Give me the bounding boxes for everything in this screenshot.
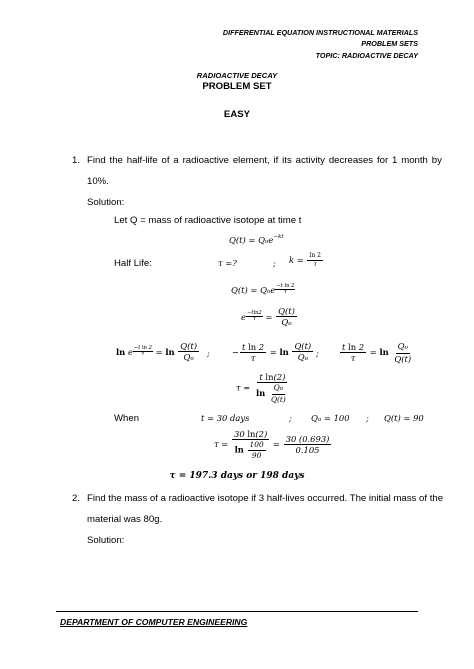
problem-2-number: 2. xyxy=(72,493,81,504)
problem-1-number: 1. xyxy=(72,155,81,166)
doc-title: PROBLEM SET xyxy=(202,81,272,92)
problem-1-answer: τ = 197.3 days or 198 days xyxy=(169,471,305,481)
equation-decay-law: Q(t) = Qoe$^{-kt}$ xyxy=(229,234,284,245)
let-statement: Let Q = mass of radioactive isotope at time t xyxy=(114,215,302,226)
given-qo: Qo = 100 xyxy=(311,413,350,423)
problem-1-solution-label: Solution: xyxy=(87,197,125,208)
separator: ; xyxy=(289,413,292,423)
separator: ; xyxy=(273,258,276,268)
equation-numeric: τ = 30 ln(2) ln $\frac{100}{90}$ = $\frac{30 (0.693)}{0.105}$ xyxy=(214,429,330,460)
given-t: t = 30 days xyxy=(201,413,250,423)
equation-ratio: e $\frac{-tln2}{\tau}$ = $\frac{Q(t)}{Qo}$ xyxy=(241,306,295,328)
separator: ; xyxy=(207,348,210,358)
when-label: When xyxy=(114,413,140,424)
half-life-label: Half Life: xyxy=(114,258,152,269)
equation-tau-formula: τ = t ln(2) ln $\frac{Qo}{Q(t)}$ xyxy=(236,372,286,404)
problem-2-text-line-1: Find the mass of a radioactive isotope if 3 half-lives occurred. The initial mass of the xyxy=(87,493,444,504)
equation-log-1: ln e $\frac{\text{−t ln 2}}{\tau}$ = ln $\frac{Q(t)}{Qo}$ xyxy=(116,341,198,363)
equation-substituted: Q(t) = Qoe $\frac{\text{−t ln 2}}{\tau}$ xyxy=(231,283,295,296)
equation-k: k = $\frac{\ln 2}{\tau}$ xyxy=(289,252,321,268)
problem-1-text-line-1: Find the half-life of a radioactive element, if its activity decreases for 1 month by xyxy=(87,155,442,166)
header-line-1: DIFFERENTIAL EQUATION INSTRUCTIONAL MATERIALS xyxy=(222,28,418,37)
given-qt: Q(t) = 90 xyxy=(384,413,424,423)
problem-2-solution-label: Solution: xyxy=(87,535,125,546)
problem-2-text-line-2: material was 80g. xyxy=(87,514,163,525)
separator: ; xyxy=(316,348,319,358)
problem-1-text-line-2: 10%. xyxy=(87,176,109,187)
footer-department: DEPARTMENT OF COMPUTER ENGINEERING xyxy=(60,617,248,627)
equation-log-3: $\frac{\text{t ln 2}}{\tau}$ = ln $\frac{Qo}{Q(t)}$ xyxy=(342,341,412,364)
header-line-3: TOPIC: RADIOACTIVE DECAY xyxy=(315,51,418,60)
footer-divider xyxy=(56,611,418,612)
equation-log-2: − $\frac{\text{t ln 2}}{\tau}$ = ln $\frac{Q(t)}{Qo}$ xyxy=(232,341,312,363)
header-line-2: PROBLEM SETS xyxy=(361,39,418,48)
doc-subtitle: RADIOACTIVE DECAY xyxy=(196,71,278,80)
equation-tau: τ =? xyxy=(218,258,237,268)
difficulty-heading: EASY xyxy=(223,109,251,120)
separator: ; xyxy=(366,413,369,423)
